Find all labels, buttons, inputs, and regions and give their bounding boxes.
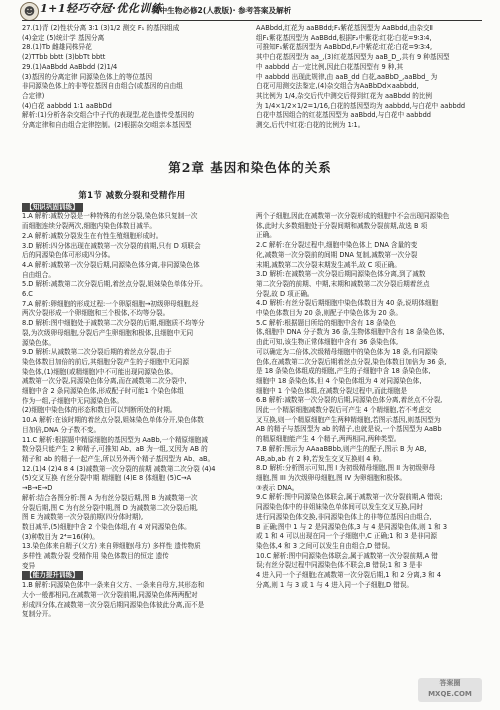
text-line: 分裂后期,图 C 为有丝分裂中期,图 D 为减数第二次分裂后期, — [22, 503, 199, 512]
text-line: 4.D 解析:有丝分裂后期细胞中染色体数目为 40 条,说明体细胞 — [256, 299, 439, 308]
advanced-training-heading: 【能力提升训练】 — [22, 571, 242, 581]
text-line: 由此可知,该生物正常体细胞中含有 36 条染色体, — [256, 338, 399, 347]
text-line: 1.A 解析:减数分裂是一种特殊的有丝分裂,染色体只复制一次 — [22, 212, 198, 221]
text-line: 后的同源染色体可形成四分体。 — [22, 251, 115, 260]
text-line: 4.A 解析:减数第一次分裂后期,同源染色体分离,非同源染色体 — [22, 260, 200, 269]
watermark-logo: 答案圈 MXQE.COM — [418, 678, 482, 702]
text-line: 7.B 解析:图示为 AAaaBBbb,则产生的配子,图示 B 为 AB, — [256, 444, 427, 453]
text-line: 体,此时大多数细胞处于分裂间期和减数分裂前期,故选 B 项 — [256, 221, 428, 230]
text-line: (3)基因的分离定律 同源染色体上的等位基因 — [22, 72, 153, 81]
text-line: 中 aabbdd 占一定比例,因此白花基因型有 9 种,其 — [256, 62, 404, 71]
text-line: 自由组合。 — [22, 270, 55, 279]
brand-title: 1+1轻巧夺冠·优化训练 — [40, 2, 163, 15]
text-line: 形成四分体,在减数第一次分裂后期同源染色体彼此分离,而不是 — [22, 600, 205, 609]
text-line: 28.(1)Tb 雌雄同株异花 — [22, 43, 92, 52]
text-line: 1.B 解析:同源染色体中一条来自父方、一条来自母方,其形态和 — [22, 581, 205, 590]
text-line: AB 的精子与基因型为 ab 的精子,也就是说,一个基因型为 AaBb — [256, 425, 442, 434]
text-line: 分裂,故 D 项正确。 — [256, 289, 314, 298]
answers-lower-left — [22, 190, 242, 620]
text-line: 细胞中 1 个染色体组,在减数分裂过程中,而此细胞是 — [256, 386, 408, 395]
answers-lower-right — [256, 212, 484, 590]
text-line: 第二次分裂的前期、中期,末期和减数第二次分裂后期着丝点 — [256, 279, 430, 288]
text-line: (3)种数目为 2⁴=16(种)。 — [22, 532, 99, 541]
text-line: 5.D 解析:减数第二次分裂后期,着丝点分裂,姐妹染色单体分开。 — [22, 280, 207, 289]
section-title: 第1节 减数分裂和受精作用 — [78, 190, 186, 200]
text-line: 10.A 解析:在该时期的着丝点分裂,姐妹染色单体分开,染色体数 — [22, 416, 204, 425]
text-line: 分离,则 1 与 3 或 1 与 4 进入同一个子细胞,D 错误。 — [256, 580, 414, 589]
text-line: 体,细胞中 DNA 分子数为 36 条,生物体细胞中含有 18 条染色体, — [256, 328, 445, 337]
text-line: 两次分裂形成一个卵细胞和三个极体,不均等分裂。 — [22, 309, 170, 318]
text-line: 化,减数第一次分裂前的间期 DNA 复制,减数第一次分裂 — [256, 250, 418, 259]
text-line: (4)金定 (5)统计学 基因分离 — [22, 33, 105, 42]
text-line: 大小一般都相同,在减数第一次分裂前期,同源染色体两两配对 — [22, 590, 198, 599]
text-line: 是 18 条染色体组成的细胞,产生的子细胞中含 18 条染色体, — [256, 367, 431, 376]
text-line: (4)白花 aabbdd 1∶1 aaBbDd — [22, 101, 112, 110]
text-line: 7.A 解析:卵细胞的形成过程:一个卵原细胞→初级卵母细胞,经 — [22, 299, 199, 308]
text-line: 减数第一次分裂,同源染色体分离,而在减数第二次分裂中, — [22, 377, 187, 386]
text-line: 细胞中 18 条染色体,但 4 个染色体组为 4 对同源染色体, — [256, 376, 422, 385]
text-line: 为 1/4×1/2×1/2=1/16,白花的基因型均为 aabbdd,与白花中 aabbdd — [256, 101, 466, 110]
text-line: 中 aabbdd 出现此规律,由 aaB_dd 白花,aaBbD_,aaBbd_ 为 — [256, 72, 438, 81]
text-line: ③表示 DNA。 — [256, 483, 299, 492]
text-line: 29.(1)AaBbdd AaBbdd (2)1/4 — [22, 62, 118, 71]
text-line: 末期,减数第二次分裂末期发生减半,故 C 项正确。 — [256, 260, 401, 269]
text-line: 染色体数目加倍的前后,其细胞分裂产生的子细胞中无同源 — [22, 357, 189, 366]
text-line: 测交,后代中红花∶白花的比例为 1∶1。 — [256, 121, 365, 130]
text-line: 9.C 解析:图中同源染色体联会,属于减数第一次分裂前期,A 错误; — [256, 493, 443, 502]
text-line: 中染色体数目为 20 条,则配子中染色体为 20 条。 — [256, 309, 402, 318]
text-line: 变异 — [22, 561, 36, 570]
text-line: 27.(1)青 (2)性状分离 3∶1 (3)1/2 测交 F₁ 的基因组成 — [22, 24, 180, 32]
text-line: 复制分开。 — [22, 610, 55, 619]
text-line: 6.C — [22, 290, 33, 299]
header-subtitle: 高中生物必修2(人教版)· 参考答案及解析 — [152, 6, 292, 15]
page-header — [0, 0, 500, 20]
text-line: AB,ab,ab 有 2 种,若发生交叉互换则 4 种。 — [256, 454, 386, 463]
text-line: 3.D 解析:四分体出现在减数第一次分裂的前期,只有 D 项联会 — [22, 241, 201, 250]
text-line: 4 进入同一个子细胞;在减数第一次分裂后期,1 和 2 分离,3 和 4 — [256, 571, 442, 580]
text-line: 12.(1)4 (2)4 8 4 (3)减数第一次分裂的前期 减数第二次分裂 (4)4 — [22, 464, 216, 473]
text-line: B 正确;图中 1 与 2 是同源染色体,3 与 4 是同源染色体,则 1 和 3 — [256, 522, 448, 531]
text-line: 9.D 解析:从减数第二次分裂后期的着丝点分裂,由于 — [22, 348, 172, 357]
text-line: 合定律) — [22, 91, 45, 100]
text-line: 8.D 解析:图中细胞处于减数第二次分裂的后期,细胞质不均等分 — [22, 319, 205, 328]
text-line: 数分裂只能产生 2 种精子,可推知 Ab、aB 为一组,又因为 AB 的 — [22, 445, 208, 454]
text-line: 8.D 解析:分析图示可知,图 I 为初级精母细胞,图 II 为初级卵母 — [256, 464, 436, 473]
text-line: 细胞,图 III 为次级卵母细胞,图 IV 为卵细胞和极体。 — [256, 473, 407, 482]
answers-upper-right — [256, 24, 484, 131]
text-line: 精子和 ab 的精子一起产生,所以另外两个精子基因型为 Ab、aB。 — [22, 454, 215, 463]
text-line: 进行同源染色体交换,非同源染色体上的非等位基因自由组合, — [256, 512, 432, 521]
text-line: 白花可用测交法鉴定,(4)杂交组合为AaBbDd×aabbdd, — [256, 82, 419, 91]
text-line: 裂,为次级卵母细胞,分裂后产生卵细胞和极体,且细胞中无同 — [22, 328, 194, 337]
text-line: 细胞中含 2 条同源染色体,形成配子时可能1 个染色体组 — [22, 387, 184, 396]
text-line: 其比例为 1/4,杂交后代中测交后得到红花为 aaBbdd 的比例 — [256, 91, 433, 100]
text-line: 而细胞连续分裂两次,细胞内染色体数目减半。 — [22, 222, 156, 231]
text-line: 因此一个精原细胞减数分裂后可产生 4 个精细胞,若不考虑交 — [256, 406, 432, 415]
text-line: 2.C 解析:在分裂过程中,细胞中染色体上 DNA 含量的变 — [256, 241, 418, 250]
text-line: (2)细胞中染色体的形态和数目可以判断所处的时期。 — [22, 406, 177, 415]
header-divider — [22, 20, 482, 21]
text-line: 13.染色体来自精子(父方) 来自卵细胞(母方) 多样性 遗传物质 — [22, 542, 201, 551]
text-line: 11.C 解析:根据题中精原细胞的基因型为 AaBb,一个精原细胞减 — [22, 435, 208, 444]
text-line: 目加倍,DNA 分子数不变。 — [22, 425, 101, 434]
text-line: 组F₁紫花基因型为 AaBBdd,根据F₂中紫花∶红花∶白花=9∶3∶4, — [256, 33, 432, 42]
text-line: 染色体,4 和 3 之间可以发生自由组合,D 错误。 — [256, 541, 395, 550]
text-line: 图 E 为减数第一次分裂前期(四分体时期), — [22, 513, 144, 522]
text-line: 正确。 — [256, 231, 276, 240]
text-line: 白花中基因组合的红花基因型为 aaBbdd,与白花中 aabbdd — [256, 111, 431, 120]
text-line: 其中白花基因型为 aa_,(3)红花基因型为 aaB_D_,共有 9 种基因型 — [256, 53, 450, 62]
text-line: 的精原细胞能产生 4 个精子,两两相同,两种类型。 — [256, 435, 401, 444]
text-line: AABbdd,红花为 aaBBdd;F₁紫花基因型为 AaBbdd,由杂交Ⅱ — [256, 24, 433, 32]
text-line: 6.B 解析:减数第一次分裂的后期,同源染色体分离,着丝点不分裂, — [256, 396, 443, 405]
text-line: 分离定律和自由组合定律控制。(2)根据杂交Ⅰ组亲本基因型 — [22, 121, 192, 130]
text-line: 10.C 解析:图中同源染色体联会,属于减数第一次分裂前期,A 错 — [256, 551, 438, 560]
text-line: 两个子细胞,因此在减数第一次分裂形成的细胞中不会出现同源染色 — [256, 212, 450, 220]
text-line: 多样性 减数分裂 受精作用 染色体数目的恒定 遗传 — [22, 552, 169, 561]
text-line: 误;有丝分裂过程中同源染色体不联会,B 错误;1 和 3 是非 — [256, 561, 423, 570]
text-line: 非同源染色体上的非等位基因自由组合(或基因的自由组 — [22, 82, 183, 91]
text-line: 可以确定为二倍体,次级精母细胞中的染色体为 18 条,有同源染 — [256, 347, 438, 356]
text-line: 3.D 解析:在减数第一次分裂后期同源染色体分离,到了减数 — [256, 270, 426, 279]
text-line: (2)TTbb bbtt (3)bbTt bbtt — [22, 53, 106, 62]
text-line: 源染色体。 — [22, 338, 55, 347]
chapter-title: 第2章 基因和染色体的关系 — [168, 160, 332, 175]
text-line: 或 1 和 4 可以出现在同一个子细胞中,C 正确;1 和 3 是非同源 — [256, 532, 437, 541]
text-line: 数目减半,(5)细胞中含 2 个染色体组,有 4 对同源染色体。 — [22, 522, 191, 531]
brand-logo-icon: ☻ — [20, 2, 39, 21]
text-line: 色体,在减数第二次分裂后期着丝点分裂,染色体数目加倍为 36 条, — [256, 357, 447, 366]
text-line: 2.A 解析:减数分裂发生在有性生殖细胞形成时。 — [22, 231, 163, 240]
text-line: 同源染色体中的非姐妹染色单体间可以发生交叉互换,同时 — [256, 503, 423, 512]
text-line: 染色体,(1)细胞(或精细胞)中不可能出现同源染色体。 — [22, 367, 178, 376]
text-line: 解析:结合各图分析:图 A 为有丝分裂后期,图 B 为减数第一次 — [22, 493, 198, 502]
text-line: 作为一组,子细胞中无同源染色体。 — [22, 396, 124, 405]
text-line: →B→E→D — [22, 484, 53, 493]
basic-training-heading: 【知识巩固训练】 — [22, 203, 242, 213]
text-line: 5.C 解析:根据题目所给的细胞中含有 18 条染色 — [256, 318, 396, 327]
text-line: 可推知F₁紫花基因型为 AaBbDd,F₂中紫花∶红花∶白花=9∶3∶4, — [256, 43, 433, 52]
text-line: (5)交叉互换 有丝分裂中期 精细胞 (4)E 8 体细胞 (5)C→A — [22, 474, 192, 483]
answers-upper-left — [22, 24, 242, 131]
text-line: 解析:(1)分析各杂交组合中子代的表现型,花色遗传受基因的 — [22, 111, 194, 120]
text-line: 叉互换,则一个精原细胞产生两种精细胞,若图示基因,则基因型为 — [256, 415, 441, 424]
